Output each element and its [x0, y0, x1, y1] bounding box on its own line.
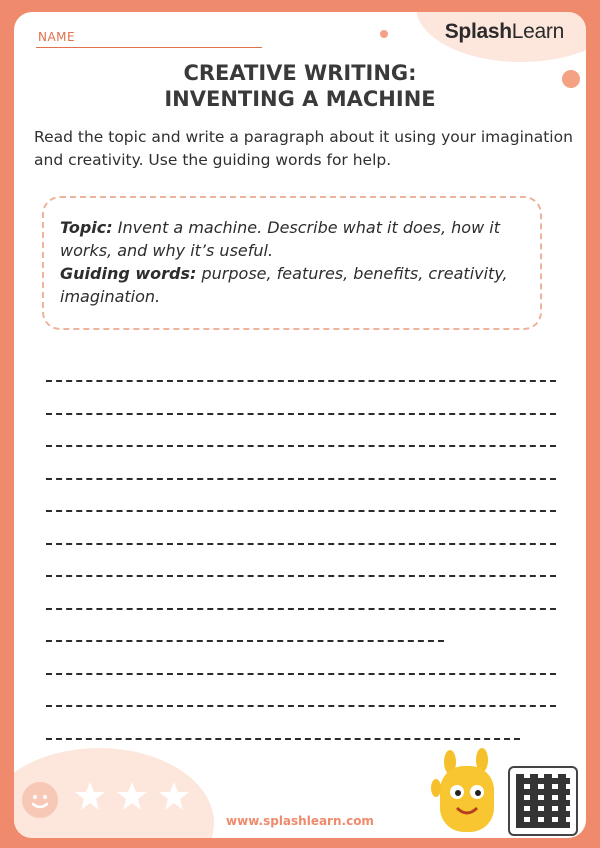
writing-line[interactable] [46, 510, 556, 512]
writing-line[interactable] [46, 380, 556, 382]
mascot-icon [430, 748, 504, 838]
writing-line[interactable] [46, 673, 556, 675]
instructions: Read the topic and write a paragraph about it using your imagination and creativity. Use the guiding words for help. [34, 128, 573, 169]
guiding-words-text: purpose, features, benefits, creativity, imagination. [60, 264, 508, 306]
writing-line[interactable] [46, 413, 556, 415]
name-field-line[interactable] [36, 47, 262, 48]
topic-label: Topic: [60, 218, 113, 237]
writing-line[interactable] [46, 640, 444, 642]
worksheet [14, 12, 586, 838]
writing-line[interactable] [46, 705, 556, 707]
star-icon [158, 780, 190, 812]
splashlearn-logo [445, 20, 564, 44]
star-icon [74, 780, 106, 812]
qr-code [508, 766, 578, 836]
writing-line[interactable] [46, 608, 556, 610]
topic-text: Invent a machine. Describe what it does, how it works, and why it’s useful. [60, 218, 500, 260]
topic-box [42, 196, 542, 330]
guiding-words-label: Guiding words: [60, 264, 197, 283]
title-line-2: INVENTING A MACHINE [164, 87, 436, 111]
title-line-1: CREATIVE WRITING: [183, 61, 417, 85]
writing-line[interactable] [46, 478, 556, 480]
name-label: NAME [38, 30, 76, 44]
star-icon [116, 780, 148, 812]
logo-text-bold: Splash [444, 20, 512, 43]
writing-line[interactable] [46, 738, 520, 740]
writing-line[interactable] [46, 543, 556, 545]
smiley-icon [22, 782, 58, 818]
page-title [14, 60, 586, 112]
writing-line[interactable] [46, 445, 556, 447]
decor-dot [380, 30, 388, 38]
writing-line[interactable] [46, 575, 556, 577]
footer-url: www.splashlearn.com [226, 814, 374, 828]
logo-text-regular: Learn [511, 20, 564, 43]
